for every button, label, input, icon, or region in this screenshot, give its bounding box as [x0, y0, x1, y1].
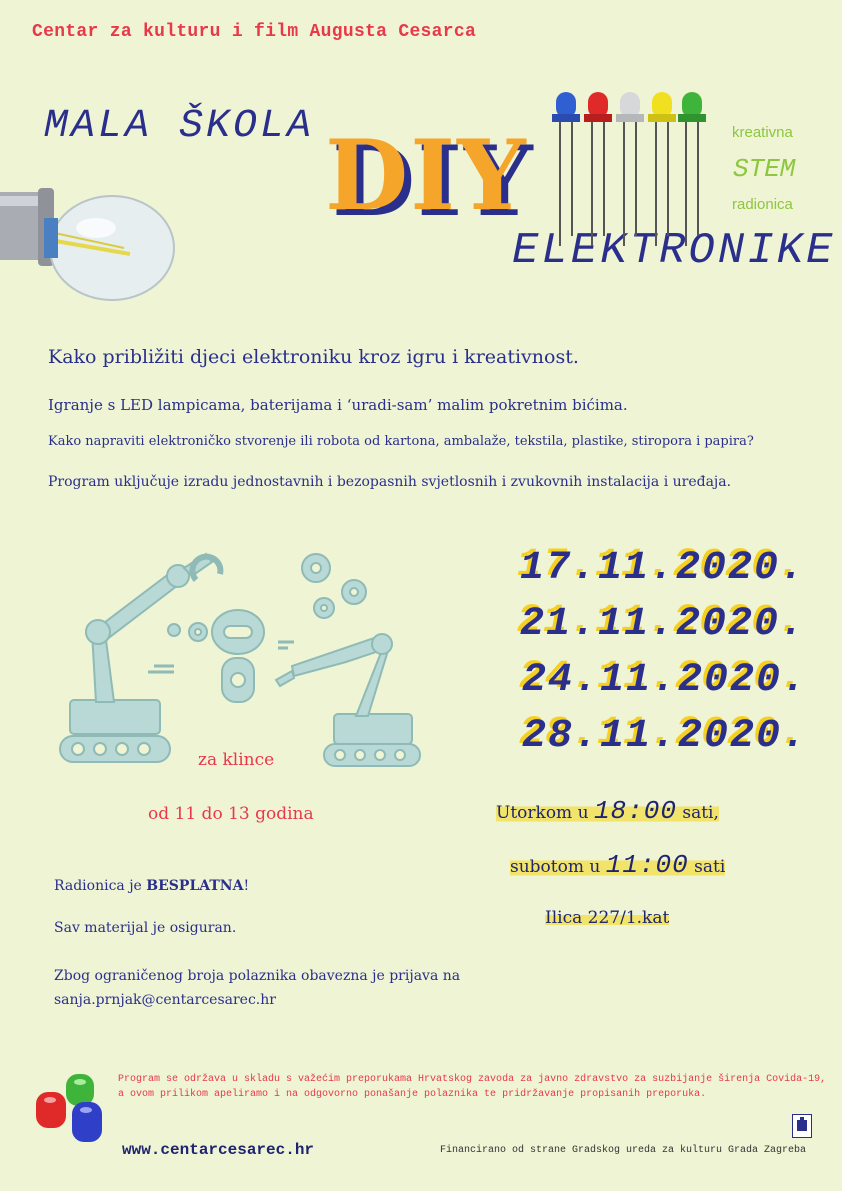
website-link[interactable]: www.centarcesarec.hr	[122, 1141, 315, 1159]
title-line1: MALA ŠKOLA	[44, 104, 315, 149]
led-icon	[548, 86, 708, 256]
audience-age: od 11 do 13 godina	[148, 804, 314, 824]
free-prefix: Radionica je	[54, 878, 147, 894]
city-crest-icon	[792, 1114, 812, 1138]
title-line2: ELEKTRONIKE	[512, 226, 836, 276]
schedule-saturday-prefix: subotom u	[510, 857, 606, 877]
material-notice: Sav materijal je osiguran.	[54, 920, 237, 936]
intro-lead: Kako približiti djeci elektroniku kroz igru i kreativnost.	[48, 346, 579, 368]
intro-paragraph-1: Igranje s LED lampicama, baterijama i ‘uradi-sam’ malim pokretnim bićima.	[48, 396, 628, 414]
free-suffix: !	[243, 878, 250, 894]
schedule-saturday-time: 11:00	[605, 850, 689, 880]
date-3: 24.11.2020.	[522, 658, 809, 703]
date-1: 17.11.2020.	[520, 546, 807, 591]
audience-label: za klince	[198, 750, 275, 770]
led-cluster-icon	[34, 1072, 114, 1152]
signup-notice	[54, 964, 460, 1012]
free-word: BESPLATNA	[146, 878, 244, 894]
date-2: 21.11.2020.	[520, 602, 807, 647]
subtitle-stem: STEM	[733, 154, 796, 184]
organization-name: Centar za kulturu i film Augusta Cesarca	[32, 22, 477, 42]
schedule-tuesday-time: 18:00	[593, 796, 677, 826]
light-bulb-icon	[0, 178, 180, 308]
date-4: 28.11.2020.	[522, 714, 809, 759]
schedule-saturday-suffix: sati	[688, 857, 726, 877]
intro-paragraph-2: Kako napraviti elektroničko stvorenje ili robota od kartona, ambalaže, tekstila, plastike, stiropora i papira?	[48, 434, 754, 449]
schedule-tuesday-suffix: sati,	[676, 803, 719, 823]
signup-text: Zbog ograničenog broja polaznika obavezna je prijava na	[54, 968, 461, 984]
schedule-tuesday-prefix: Utorkom u	[496, 803, 594, 823]
funding-notice: Financirano od strane Gradskog ureda za kulturu Grada Zagreba	[440, 1145, 807, 1156]
schedule-tuesday	[496, 796, 719, 826]
subtitle-kreativna: kreativna	[732, 124, 793, 141]
signup-email[interactable]: sanja.prnjak@centarcesarec.hr	[54, 992, 276, 1008]
subtitle-radionica: radionica	[732, 196, 793, 213]
location: Ilica 227/1.kat	[545, 908, 670, 928]
title-main: DIY	[325, 119, 528, 232]
robot-arm-icon	[56, 540, 426, 770]
free-notice	[54, 878, 249, 894]
intro-paragraph-3: Program uključuje izradu jednostavnih i bezopasnih svjetlosnih i zvukovnih instalacija i uređaja.	[48, 474, 732, 490]
covid-notice: Program se održava u skladu s važećim preporukama Hrvatskog zavoda za javno zdravstvo za suzbijanje širenja Covida-19, a ovom prilikom apeliramo i na odgovorno ponašanje polaznika te pridržavanje propisanih preporuka.	[118, 1074, 827, 1100]
schedule-saturday	[510, 850, 725, 880]
